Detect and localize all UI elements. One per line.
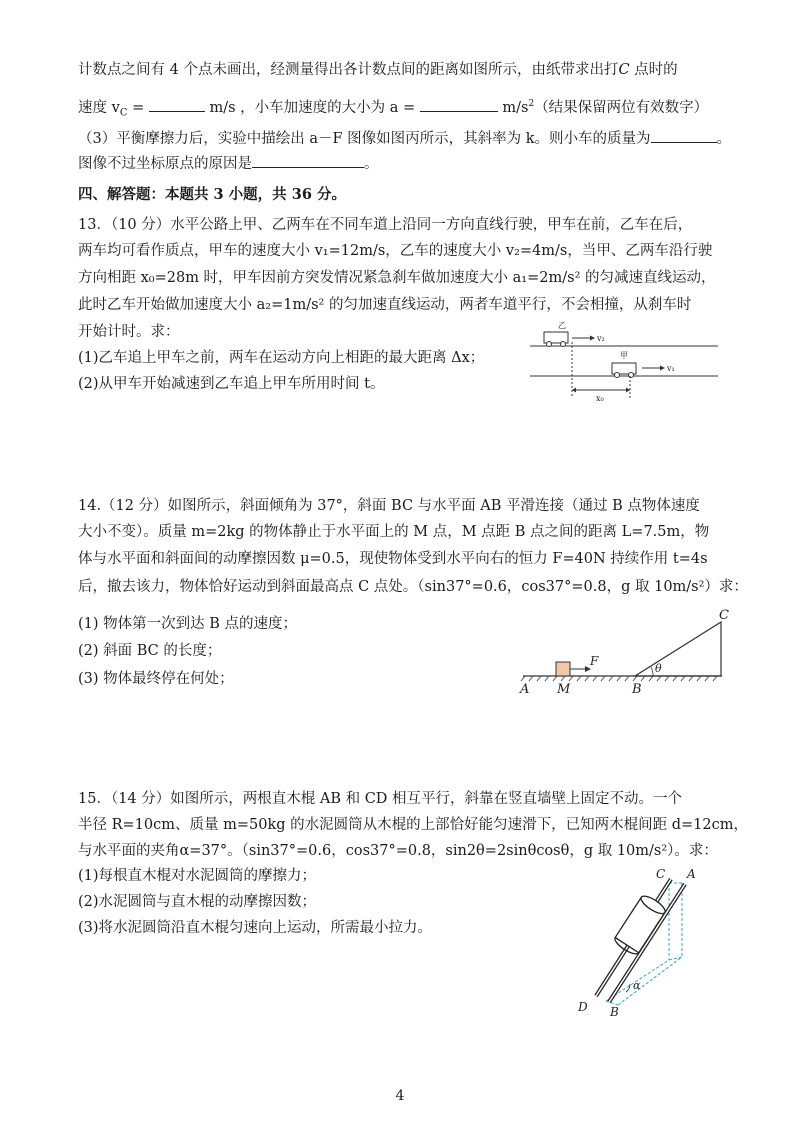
q13-figure bbox=[530, 318, 730, 403]
q12-line-3: （3）平衡摩擦力后，实验中描绘出 a－F 图像如图丙所示，其斜率为 k。则小车的质量为 。 bbox=[78, 128, 731, 149]
q15-figure bbox=[570, 865, 710, 1020]
alpha-label: α bbox=[633, 979, 641, 992]
v1-label: v₁ bbox=[667, 364, 675, 373]
q15-line-3: 与水平面的夹角α=37°。（sin37°=0.6，cos37°=0.8，sin2θ=2sinθcosθ，g 取 10m/s²）。求： bbox=[78, 843, 718, 859]
A-label: A bbox=[520, 682, 530, 697]
F-label: F bbox=[590, 654, 599, 668]
x0-label: x₀ bbox=[596, 394, 604, 403]
answer-blank-vc[interactable] bbox=[149, 97, 205, 112]
block-icon bbox=[556, 662, 570, 676]
q13-sub-2: (2)从甲车开始减速到乙车追上甲车所用时间 t。 bbox=[78, 376, 385, 392]
q13-sub-1: (1)乙车追上甲车之前，两车在运动方向上相距的最大距离 Δx； bbox=[78, 350, 485, 366]
q13-line-5: 开始计时。求： bbox=[78, 324, 180, 340]
q15-line-1: 15．（14 分）如图所示，两根直木棍 AB 和 CD 相互平行，斜靠在竖直墙壁上固定不动。一个 bbox=[78, 791, 683, 807]
q14-line-1: 14.（12 分）如图所示，斜面倾角为 37°，斜面 BC 与水平面 AB 平滑连接（通过 B 点物体速度 bbox=[78, 498, 700, 514]
q14-sub-1: (1) 物体第一次到达 B 点的速度； bbox=[78, 616, 298, 632]
q14-line-2: 大小不变）。质量 m=2kg 的物体静止于水平面上的 M 点，M 点距 B 点之间的距离 L=7.5m，物 bbox=[78, 524, 710, 540]
answer-blank-mass[interactable] bbox=[651, 128, 717, 143]
q14-line-4: 后，撤去该力，物体恰好运动到斜面最高点 C 点处。（sin37°=0.6，cos37°=0.8，g 取 10m/s²）求： bbox=[78, 579, 748, 595]
q12-line-2: 速度 $v_C = m/s$ ，小车加速度的大小为 $a = m/s^2$（结果保留两位有效数字） bbox=[78, 94, 708, 124]
q13-line-1: 13．（10 分）水平公路上甲、乙两车在不同车道上沿同一方向直线行驶，甲车在前，乙车在后， bbox=[78, 217, 693, 233]
incline-shape bbox=[635, 622, 721, 676]
q15-sub-2: (2)水泥圆筒与直木棍的动摩擦因数； bbox=[78, 894, 317, 910]
q13-line-4: 此时乙车开始做加速度大小 a₂=1m/s² 的匀加速直线运动，两者车道平行，不会相撞，从刹车时 bbox=[78, 297, 692, 313]
q14-sub-3: (3) 物体最终停在何处； bbox=[78, 671, 234, 687]
C-label: C bbox=[656, 867, 666, 881]
q14-sub-2: (2) 斜面 BC 的长度； bbox=[78, 643, 222, 659]
theta-label: θ bbox=[655, 662, 662, 675]
q13-line-2: 两车均可看作质点，甲车的速度大小 v₁=12m/s，乙车的速度大小 v₂=4m/s，当甲、乙两车沿行驶 bbox=[78, 243, 713, 259]
q14-figure bbox=[515, 610, 730, 700]
answer-blank-reason[interactable] bbox=[252, 153, 364, 168]
page-number: 4 bbox=[395, 1088, 405, 1104]
q13-line-3: 方向相距 x₀=28m 时，甲车因前方突发情况紧急刹车做加速度大小 a₁=2m/s² 的匀减速直线运动， bbox=[78, 270, 716, 286]
car-a-label: 甲 bbox=[620, 351, 628, 360]
q12-line-1: 计数点之间有 4 个点未画出，经测量得出各计数点间的距离如图所示，由纸带求出打C 点时的 bbox=[78, 62, 678, 78]
car-b-label: 乙 bbox=[558, 321, 566, 330]
q15-sub-3: (3)将水泥圆筒沿直木棍匀速向上运动，所需最小拉力。 bbox=[78, 920, 433, 936]
q14-line-3: 体与水平面和斜面间的动摩擦因数 μ=0.5，现使物体受到水平向右的恒力 F=40N 持续作用 t=4s bbox=[78, 551, 708, 567]
section-header: 四、解答题：本题共 3 小题，共 36 分。 bbox=[78, 186, 346, 203]
A-label: A bbox=[687, 867, 696, 881]
v2-label: v₂ bbox=[597, 334, 605, 343]
B-label: B bbox=[610, 1005, 619, 1019]
q15-sub-1: (1)每根直木棍对水泥圆筒的摩擦力； bbox=[78, 868, 317, 884]
q15-line-2: 半径 R=10cm、质量 m=50kg 的水泥圆筒从木棍的上部恰好能匀速滑下，已知两木棍间距 d=12cm， bbox=[78, 817, 748, 833]
answer-blank-acceleration[interactable] bbox=[420, 97, 498, 112]
q12-line-4: 图像不过坐标原点的原因是 。 bbox=[78, 153, 379, 174]
M-label: M bbox=[557, 682, 571, 697]
D-label: D bbox=[578, 1000, 588, 1014]
B-label: B bbox=[632, 682, 642, 697]
C-label: C bbox=[719, 608, 729, 623]
